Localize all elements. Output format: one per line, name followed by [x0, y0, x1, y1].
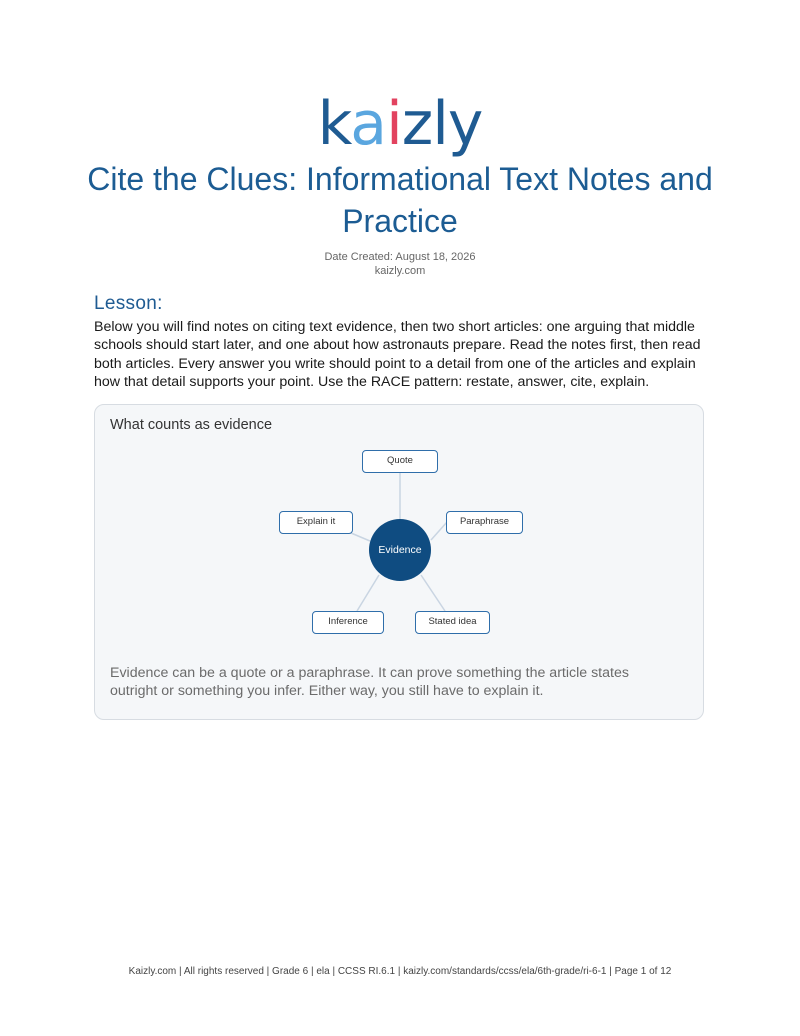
lesson-heading: Lesson: — [94, 293, 163, 314]
evidence-card — [94, 404, 704, 720]
node-evidence-center: Evidence — [369, 519, 431, 581]
site-url: kaizly.com — [374, 265, 426, 277]
page-footer: Kaizly.com | All rights reserved | Grade 6 | ela | CCSS RI.6.1 | kaizly.com/standards/ccss/ela/6th-grade/ri-6-1 | Page 1 of 12 — [128, 966, 672, 977]
connector-stated-idea — [421, 575, 445, 611]
card-title: What counts as evidence — [110, 417, 273, 433]
document-meta — [0, 250, 800, 278]
logo-letter-a: a — [350, 89, 387, 159]
node-quote: Quote — [362, 450, 438, 473]
logo-letters-zly: zly — [401, 89, 483, 159]
node-explain-it: Explain it — [279, 511, 353, 534]
connector-inference — [357, 575, 379, 611]
node-inference: Inference — [312, 611, 384, 634]
logo-letter-k: k — [317, 89, 351, 159]
lesson-body: Below you will find notes on citing text evidence, then two short articles: one arguing that middle schools should start later, and one about how astronauts prepare. Read the notes first, then read both articles. Every answer you write should point to a detail from one of the articles and explain how that detail supports your point. Use the RACE pattern: restate, answer, cite, explain. — [94, 319, 701, 391]
connector-paraphrase — [431, 522, 447, 540]
date-created: Date Created: August 18, 2026 — [324, 251, 476, 263]
connector-explain-it — [351, 533, 370, 541]
logo-letter-i: i — [386, 89, 402, 159]
node-stated-idea: Stated idea — [415, 611, 490, 634]
node-paraphrase: Paraphrase — [446, 511, 523, 534]
kaizly-logo — [0, 84, 800, 164]
card-caption: Evidence can be a quote or a paraphrase. It can prove something the article states outright or something you infer. Either way, you still have to explain it. — [110, 665, 629, 700]
document-title: Cite the Clues: Informational Text Notes and Practice — [87, 161, 713, 239]
